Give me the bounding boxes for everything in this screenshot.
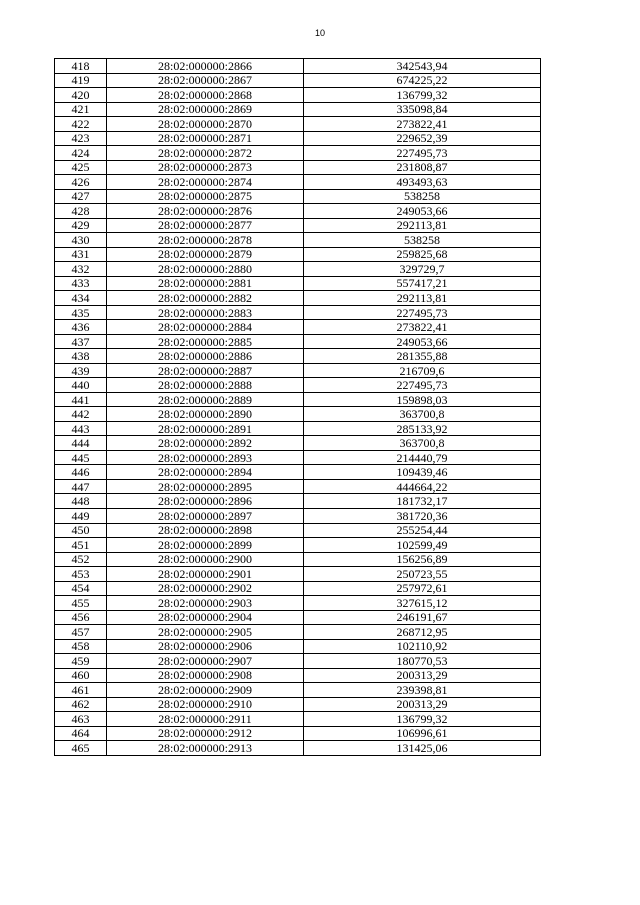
cadastral-value-cell: 106996,61 xyxy=(304,726,541,741)
cadastral-number-cell: 28:02:000000:2887 xyxy=(107,363,304,378)
table-row xyxy=(55,291,541,306)
cadastral-value-cell: 249053,66 xyxy=(304,334,541,349)
table-row xyxy=(55,363,541,378)
row-number-cell: 463 xyxy=(55,712,107,727)
cadastral-value-cell: 285133,92 xyxy=(304,421,541,436)
cadastral-value-cell: 231808,87 xyxy=(304,160,541,175)
row-number-cell: 439 xyxy=(55,363,107,378)
table-row xyxy=(55,146,541,161)
cadastral-value-cell: 102599,49 xyxy=(304,538,541,553)
cadastral-value-cell: 159898,03 xyxy=(304,392,541,407)
row-number-cell: 430 xyxy=(55,233,107,248)
table-row xyxy=(55,465,541,480)
cadastral-value-cell: 239398,81 xyxy=(304,683,541,698)
table-row xyxy=(55,262,541,277)
row-number-cell: 451 xyxy=(55,538,107,553)
table-row xyxy=(55,59,541,74)
cadastral-value-cell: 180770,53 xyxy=(304,654,541,669)
cadastral-value-cell: 257972,61 xyxy=(304,581,541,596)
cadastral-value-cell: 102110,92 xyxy=(304,639,541,654)
table-row xyxy=(55,73,541,88)
cadastral-value-cell: 335098,84 xyxy=(304,102,541,117)
cadastral-value-cell: 216709,6 xyxy=(304,363,541,378)
page-number: 10 xyxy=(314,28,325,38)
row-number-cell: 464 xyxy=(55,726,107,741)
table-row xyxy=(55,436,541,451)
cadastral-number-cell: 28:02:000000:2877 xyxy=(107,218,304,233)
table-row xyxy=(55,654,541,669)
table-row xyxy=(55,639,541,654)
table-row xyxy=(55,218,541,233)
table-row xyxy=(55,610,541,625)
table-row xyxy=(55,421,541,436)
row-number-cell: 418 xyxy=(55,59,107,74)
table-row xyxy=(55,523,541,538)
cadastral-number-cell: 28:02:000000:2885 xyxy=(107,334,304,349)
cadastral-value-cell: 181732,17 xyxy=(304,494,541,509)
row-number-cell: 448 xyxy=(55,494,107,509)
cadastral-number-cell: 28:02:000000:2898 xyxy=(107,523,304,538)
cadastral-number-cell: 28:02:000000:2892 xyxy=(107,436,304,451)
cadastral-value-cell: 200313,29 xyxy=(304,668,541,683)
row-number-cell: 452 xyxy=(55,552,107,567)
cadastral-value-cell: 273822,41 xyxy=(304,320,541,335)
row-number-cell: 431 xyxy=(55,247,107,262)
row-number-cell: 438 xyxy=(55,349,107,364)
row-number-cell: 443 xyxy=(55,421,107,436)
cadastral-value-cell: 249053,66 xyxy=(304,204,541,219)
cadastral-number-cell: 28:02:000000:2899 xyxy=(107,538,304,553)
cadastral-value-cell: 493493,63 xyxy=(304,175,541,190)
row-number-cell: 445 xyxy=(55,450,107,465)
cadastral-value-cell: 227495,73 xyxy=(304,305,541,320)
cadastral-number-cell: 28:02:000000:2883 xyxy=(107,305,304,320)
row-number-cell: 429 xyxy=(55,218,107,233)
row-number-cell: 425 xyxy=(55,160,107,175)
cadastral-value-cell: 674225,22 xyxy=(304,73,541,88)
cadastral-number-cell: 28:02:000000:2873 xyxy=(107,160,304,175)
cadastral-number-cell: 28:02:000000:2909 xyxy=(107,683,304,698)
row-number-cell: 444 xyxy=(55,436,107,451)
table-row xyxy=(55,581,541,596)
cadastral-value-cell: 268712,95 xyxy=(304,625,541,640)
row-number-cell: 433 xyxy=(55,276,107,291)
row-number-cell: 421 xyxy=(55,102,107,117)
cadastral-value-cell: 214440,79 xyxy=(304,450,541,465)
cadastral-value-cell: 229652,39 xyxy=(304,131,541,146)
table-row xyxy=(55,305,541,320)
row-number-cell: 423 xyxy=(55,131,107,146)
cadastral-number-cell: 28:02:000000:2906 xyxy=(107,639,304,654)
cadastral-number-cell: 28:02:000000:2893 xyxy=(107,450,304,465)
table-row xyxy=(55,479,541,494)
cadastral-value-cell: 131425,06 xyxy=(304,741,541,756)
cadastral-number-cell: 28:02:000000:2912 xyxy=(107,726,304,741)
cadastral-number-cell: 28:02:000000:2881 xyxy=(107,276,304,291)
cadastral-value-cell: 342543,94 xyxy=(304,59,541,74)
cadastral-number-cell: 28:02:000000:2867 xyxy=(107,73,304,88)
cadastral-number-cell: 28:02:000000:2872 xyxy=(107,146,304,161)
cadastral-value-cell: 227495,73 xyxy=(304,378,541,393)
row-number-cell: 459 xyxy=(55,654,107,669)
cadastral-number-cell: 28:02:000000:2882 xyxy=(107,291,304,306)
cadastral-value-cell: 363700,8 xyxy=(304,436,541,451)
table-row xyxy=(55,334,541,349)
table-row xyxy=(55,349,541,364)
cadastral-number-cell: 28:02:000000:2894 xyxy=(107,465,304,480)
cadastral-number-cell: 28:02:000000:2879 xyxy=(107,247,304,262)
cadastral-number-cell: 28:02:000000:2907 xyxy=(107,654,304,669)
table-row xyxy=(55,596,541,611)
row-number-cell: 432 xyxy=(55,262,107,277)
row-number-cell: 456 xyxy=(55,610,107,625)
cadastral-value-cell: 292113,81 xyxy=(304,218,541,233)
cadastral-value-cell: 444664,22 xyxy=(304,479,541,494)
table-row xyxy=(55,567,541,582)
cadastral-value-cell: 227495,73 xyxy=(304,146,541,161)
cadastral-number-cell: 28:02:000000:2871 xyxy=(107,131,304,146)
cadastral-value-cell: 200313,29 xyxy=(304,697,541,712)
cadastral-value-cell: 538258 xyxy=(304,189,541,204)
table-row xyxy=(55,189,541,204)
row-number-cell: 435 xyxy=(55,305,107,320)
cadastral-number-cell: 28:02:000000:2876 xyxy=(107,204,304,219)
cadastral-number-cell: 28:02:000000:2890 xyxy=(107,407,304,422)
cadastral-value-cell: 259825,68 xyxy=(304,247,541,262)
row-number-cell: 437 xyxy=(55,334,107,349)
cadastral-number-cell: 28:02:000000:2884 xyxy=(107,320,304,335)
row-number-cell: 460 xyxy=(55,668,107,683)
cadastral-value-cell: 250723,55 xyxy=(304,567,541,582)
cadastral-number-cell: 28:02:000000:2908 xyxy=(107,668,304,683)
cadastral-value-cell: 329729,7 xyxy=(304,262,541,277)
table-row xyxy=(55,726,541,741)
cadastral-number-cell: 28:02:000000:2901 xyxy=(107,567,304,582)
row-number-cell: 442 xyxy=(55,407,107,422)
table-row xyxy=(55,175,541,190)
cadastral-number-cell: 28:02:000000:2913 xyxy=(107,741,304,756)
cadastral-number-cell: 28:02:000000:2888 xyxy=(107,378,304,393)
cadastral-value-cell: 273822,41 xyxy=(304,117,541,132)
row-number-cell: 450 xyxy=(55,523,107,538)
cadastral-number-cell: 28:02:000000:2897 xyxy=(107,508,304,523)
table-row xyxy=(55,117,541,132)
table-row xyxy=(55,668,541,683)
row-number-cell: 453 xyxy=(55,567,107,582)
table-row xyxy=(55,378,541,393)
table-row xyxy=(55,276,541,291)
table-row xyxy=(55,741,541,756)
row-number-cell: 441 xyxy=(55,392,107,407)
cadastral-number-cell: 28:02:000000:2869 xyxy=(107,102,304,117)
row-number-cell: 427 xyxy=(55,189,107,204)
cadastral-number-cell: 28:02:000000:2904 xyxy=(107,610,304,625)
row-number-cell: 454 xyxy=(55,581,107,596)
cadastral-number-cell: 28:02:000000:2886 xyxy=(107,349,304,364)
cadastral-number-cell: 28:02:000000:2896 xyxy=(107,494,304,509)
cadastral-number-cell: 28:02:000000:2870 xyxy=(107,117,304,132)
table-row xyxy=(55,407,541,422)
cadastral-number-cell: 28:02:000000:2889 xyxy=(107,392,304,407)
cadastral-number-cell: 28:02:000000:2910 xyxy=(107,697,304,712)
cadastral-number-cell: 28:02:000000:2866 xyxy=(107,59,304,74)
row-number-cell: 420 xyxy=(55,88,107,103)
cadastral-number-cell: 28:02:000000:2875 xyxy=(107,189,304,204)
table-row xyxy=(55,233,541,248)
table-row xyxy=(55,131,541,146)
row-number-cell: 446 xyxy=(55,465,107,480)
table-row xyxy=(55,625,541,640)
row-number-cell: 461 xyxy=(55,683,107,698)
table-row xyxy=(55,552,541,567)
row-number-cell: 440 xyxy=(55,378,107,393)
table-row xyxy=(55,392,541,407)
cadastral-number-cell: 28:02:000000:2902 xyxy=(107,581,304,596)
cadastral-number-cell: 28:02:000000:2891 xyxy=(107,421,304,436)
row-number-cell: 424 xyxy=(55,146,107,161)
cadastral-value-table xyxy=(54,58,541,756)
cadastral-value-cell: 255254,44 xyxy=(304,523,541,538)
row-number-cell: 428 xyxy=(55,204,107,219)
cadastral-number-cell: 28:02:000000:2878 xyxy=(107,233,304,248)
cadastral-value-cell: 538258 xyxy=(304,233,541,248)
cadastral-value-cell: 292113,81 xyxy=(304,291,541,306)
table-row xyxy=(55,204,541,219)
table-row xyxy=(55,538,541,553)
row-number-cell: 462 xyxy=(55,697,107,712)
cadastral-value-cell: 136799,32 xyxy=(304,712,541,727)
table-row xyxy=(55,712,541,727)
cadastral-value-cell: 246191,67 xyxy=(304,610,541,625)
table-row xyxy=(55,450,541,465)
table-row xyxy=(55,320,541,335)
row-number-cell: 426 xyxy=(55,175,107,190)
cadastral-value-cell: 109439,46 xyxy=(304,465,541,480)
cadastral-number-cell: 28:02:000000:2905 xyxy=(107,625,304,640)
row-number-cell: 457 xyxy=(55,625,107,640)
row-number-cell: 455 xyxy=(55,596,107,611)
cadastral-number-cell: 28:02:000000:2895 xyxy=(107,479,304,494)
row-number-cell: 422 xyxy=(55,117,107,132)
row-number-cell: 419 xyxy=(55,73,107,88)
cadastral-number-cell: 28:02:000000:2911 xyxy=(107,712,304,727)
cadastral-number-cell: 28:02:000000:2900 xyxy=(107,552,304,567)
cadastral-value-cell: 327615,12 xyxy=(304,596,541,611)
cadastral-value-cell: 281355,88 xyxy=(304,349,541,364)
cadastral-number-cell: 28:02:000000:2880 xyxy=(107,262,304,277)
table-row xyxy=(55,508,541,523)
cadastral-value-cell: 156256,89 xyxy=(304,552,541,567)
table-row xyxy=(55,697,541,712)
row-number-cell: 434 xyxy=(55,291,107,306)
table-body xyxy=(55,59,541,756)
cadastral-value-cell: 557417,21 xyxy=(304,276,541,291)
row-number-cell: 465 xyxy=(55,741,107,756)
table-row xyxy=(55,494,541,509)
cadastral-number-cell: 28:02:000000:2903 xyxy=(107,596,304,611)
row-number-cell: 458 xyxy=(55,639,107,654)
table-row xyxy=(55,88,541,103)
cadastral-number-cell: 28:02:000000:2874 xyxy=(107,175,304,190)
cadastral-value-cell: 363700,8 xyxy=(304,407,541,422)
row-number-cell: 447 xyxy=(55,479,107,494)
table-row xyxy=(55,683,541,698)
table-row xyxy=(55,160,541,175)
cadastral-number-cell: 28:02:000000:2868 xyxy=(107,88,304,103)
row-number-cell: 449 xyxy=(55,508,107,523)
table-row xyxy=(55,247,541,262)
cadastral-value-cell: 136799,32 xyxy=(304,88,541,103)
row-number-cell: 436 xyxy=(55,320,107,335)
cadastral-value-cell: 381720,36 xyxy=(304,508,541,523)
table-row xyxy=(55,102,541,117)
